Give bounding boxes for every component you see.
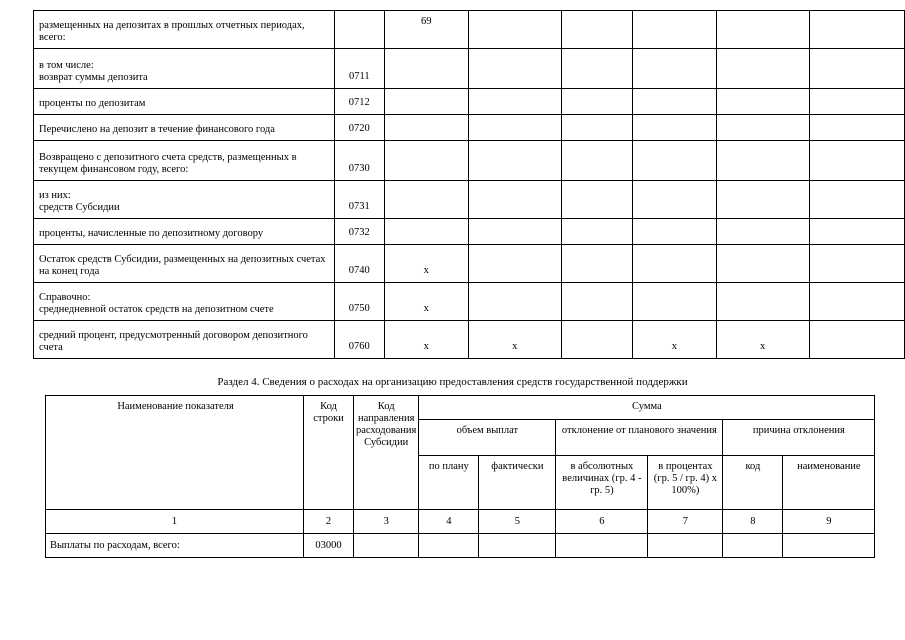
table-cell <box>809 245 904 283</box>
table-cell <box>716 283 809 321</box>
column-number: 6 <box>556 510 648 534</box>
row-name: Перечислено на депозит в течение финансового года <box>34 115 335 141</box>
table-cell <box>384 141 468 181</box>
header-direction: Код направления расходования Субсидии <box>354 396 419 510</box>
table-cell <box>632 219 716 245</box>
column-number: 2 <box>304 510 354 534</box>
row-code: 0732 <box>334 219 384 245</box>
header-reason: причина отклонения <box>723 420 875 456</box>
row-code: 0740 <box>334 245 384 283</box>
table-cell <box>809 321 904 359</box>
table-cell <box>468 115 561 141</box>
table-cell <box>716 245 809 283</box>
column-number: 4 <box>419 510 479 534</box>
header-fact: фактически <box>479 456 556 510</box>
row-code <box>334 11 384 49</box>
table-cell <box>632 283 716 321</box>
section-4-title: Раздел 4. Сведения о расходах на организацию предоставления средств государственной поддержки <box>217 376 688 388</box>
table-cell <box>783 534 875 558</box>
table-cell <box>468 245 561 283</box>
table-cell: 69 <box>384 11 468 49</box>
table-cell <box>632 115 716 141</box>
table-cell <box>468 283 561 321</box>
table-row <box>34 219 905 245</box>
header-code: Код строки <box>304 396 354 510</box>
table-cell <box>479 534 556 558</box>
table-cell <box>716 141 809 181</box>
table-cell <box>561 115 632 141</box>
table-cell <box>809 11 904 49</box>
column-number: 5 <box>479 510 556 534</box>
table-cell <box>716 89 809 115</box>
column-number: 9 <box>783 510 875 534</box>
row-name: Остаток средств Субсидии, размещенных на депозитных счетах на конец года <box>34 245 335 283</box>
row-name: Справочно: среднедневной остаток средств на депозитном счете <box>34 283 335 321</box>
header-sum: Сумма <box>419 396 875 420</box>
header-plan: по плану <box>419 456 479 510</box>
column-number: 7 <box>648 510 723 534</box>
table-cell <box>384 181 468 219</box>
row-code: 0760 <box>334 321 384 359</box>
table-cell <box>809 115 904 141</box>
table-cell <box>561 245 632 283</box>
table-cell <box>723 534 783 558</box>
table-cell: х <box>384 245 468 283</box>
table-cell <box>354 534 419 558</box>
table-cell <box>384 219 468 245</box>
table-cell <box>809 49 904 89</box>
expenses-table <box>45 395 875 558</box>
row-code: 0750 <box>334 283 384 321</box>
table-cell <box>632 141 716 181</box>
table-cell <box>809 219 904 245</box>
table-cell <box>632 49 716 89</box>
table-row <box>34 141 905 181</box>
header-reason-code: код <box>723 456 783 510</box>
column-number: 1 <box>46 510 304 534</box>
table-cell <box>561 219 632 245</box>
table-row <box>34 181 905 219</box>
table-cell: х <box>384 283 468 321</box>
table-cell <box>384 89 468 115</box>
table-cell <box>809 181 904 219</box>
header-abs: в абсолютных величинах (гр. 4 - гр. 5) <box>556 456 648 510</box>
column-number: 8 <box>723 510 783 534</box>
table-cell <box>468 49 561 89</box>
row-name: в том числе: возврат суммы депозита <box>34 49 335 89</box>
row-name: проценты по депозитам <box>34 89 335 115</box>
row-name: проценты, начисленные по депозитному договору <box>34 219 335 245</box>
table-cell <box>384 49 468 89</box>
table-cell <box>809 283 904 321</box>
table-cell <box>716 181 809 219</box>
row-name: Выплаты по расходам, всего: <box>46 534 304 558</box>
table-cell <box>561 141 632 181</box>
table-cell <box>561 49 632 89</box>
table-cell <box>716 49 809 89</box>
header-reason-name: наименование <box>783 456 875 510</box>
row-code: 0730 <box>334 141 384 181</box>
table-row <box>34 11 905 49</box>
column-number: 3 <box>354 510 419 534</box>
table-cell: х <box>632 321 716 359</box>
table-cell <box>632 181 716 219</box>
table-cell <box>632 89 716 115</box>
table-cell <box>716 219 809 245</box>
table-cell <box>468 89 561 115</box>
table-cell <box>556 534 648 558</box>
table-cell: х <box>716 321 809 359</box>
table-cell <box>716 11 809 49</box>
table-cell <box>809 89 904 115</box>
row-name: из них: средств Субсидии <box>34 181 335 219</box>
table-cell <box>468 11 561 49</box>
table-cell <box>468 141 561 181</box>
row-code: 03000 <box>304 534 354 558</box>
table-cell <box>716 115 809 141</box>
header-name: Наименование показателя <box>46 396 304 510</box>
table-cell <box>632 11 716 49</box>
table-cell <box>632 245 716 283</box>
table-cell <box>561 283 632 321</box>
header-volume: объем выплат <box>419 420 556 456</box>
row-code: 0712 <box>334 89 384 115</box>
table-row <box>34 89 905 115</box>
table-cell <box>561 181 632 219</box>
table-cell <box>809 141 904 181</box>
table-cell <box>468 219 561 245</box>
table-cell: х <box>384 321 468 359</box>
table-cell <box>561 321 632 359</box>
table-row <box>34 321 905 359</box>
table-cell <box>468 181 561 219</box>
deposit-table <box>33 10 905 359</box>
table-row <box>34 49 905 89</box>
header-deviation: отклонение от планового значения <box>556 420 723 456</box>
table-cell: х <box>468 321 561 359</box>
table-cell <box>384 115 468 141</box>
table-cell <box>419 534 479 558</box>
header-pct: в процентах (гр. 5 / гр. 4) x 100%) <box>648 456 723 510</box>
row-code: 0731 <box>334 181 384 219</box>
table-cell <box>561 89 632 115</box>
row-name: Возвращено с депозитного счета средств, размещенных в текущем финансовом году, всего: <box>34 141 335 181</box>
row-code: 0720 <box>334 115 384 141</box>
row-code: 0711 <box>334 49 384 89</box>
row-name: размещенных на депозитах в прошлых отчетных периодах, всего: <box>34 11 335 49</box>
table-cell <box>648 534 723 558</box>
table-row <box>34 283 905 321</box>
table-row <box>34 245 905 283</box>
row-name: средний процент, предусмотренный договором депозитного счета <box>34 321 335 359</box>
table-row <box>34 115 905 141</box>
table-cell <box>561 11 632 49</box>
